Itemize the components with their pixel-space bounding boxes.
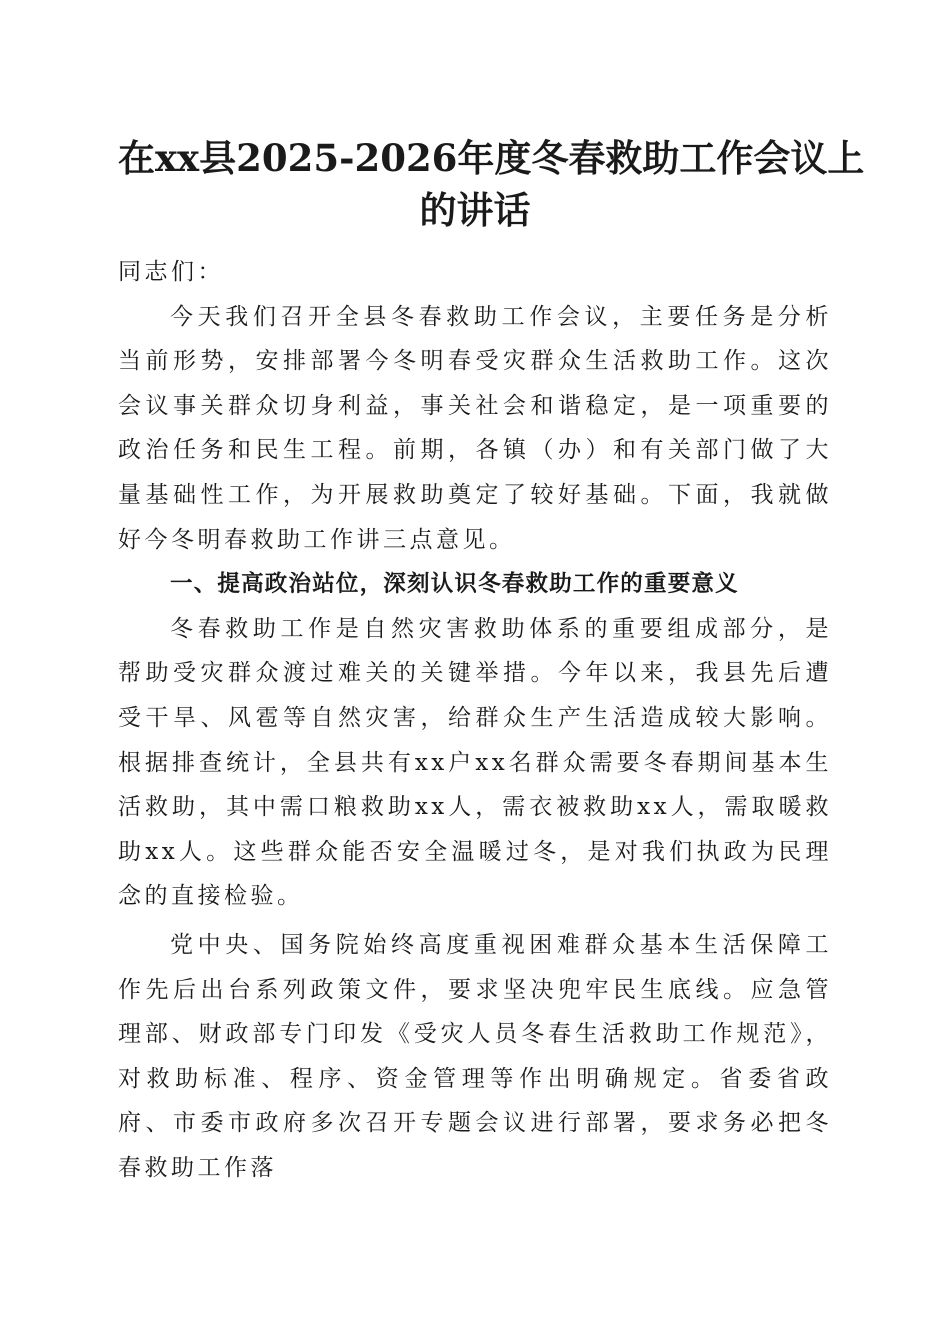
document-title (118, 132, 865, 236)
document-body (118, 250, 832, 1190)
title-line-1: 在xx县2025-2026年度冬春救助工作会议上 (118, 136, 865, 180)
paragraph-significance: 冬春救助工作是自然灾害救助体系的重要组成部分，是帮助受灾群众渡过难关的关键举措。今年以来，我县先后遭受干旱、风雹等自然灾害，给群众生产生活造成较大影响。根据排查统计，全县共有xx户xx名群众需要冬春期间基本生活救助，其中需口粮救助xx人，需衣被救助xx人，需取暖救助xx人。这些群众能否安全温暖过冬，是对我们执政为民理念的直接检验。 (118, 615, 832, 910)
title-line-2: 的讲话 (419, 188, 531, 232)
section-heading-1: 一、提高政治站位，深刻认识冬春救助工作的重要意义 (170, 571, 739, 598)
salutation: 同志们： (118, 259, 224, 285)
paragraph-policy: 党中央、国务院始终高度重视困难群众基本生活保障工作先后出台系列政策文件，要求坚决兜牢民生底线。应急管理部、财政部专门印发《受灾人员冬春生活救助工作规范》，对救助标准、程序、资金管理等作出明确规定。省委省政府、市委市政府多次召开专题会议进行部署，要求务必把冬春救助工作落 (118, 931, 832, 1181)
paragraph-intro: 今天我们召开全县冬春救助工作会议，主要任务是分析当前形势，安排部署今冬明春受灾群众生活救助工作。这次会议事关群众切身利益，事关社会和谐稳定，是一项重要的政治任务和民生工程。前期，各镇（办）和有关部门做了大量基础性工作，为开展救助奠定了较好基础。下面，我就做好今冬明春救助工作讲三点意见。 (118, 303, 832, 553)
